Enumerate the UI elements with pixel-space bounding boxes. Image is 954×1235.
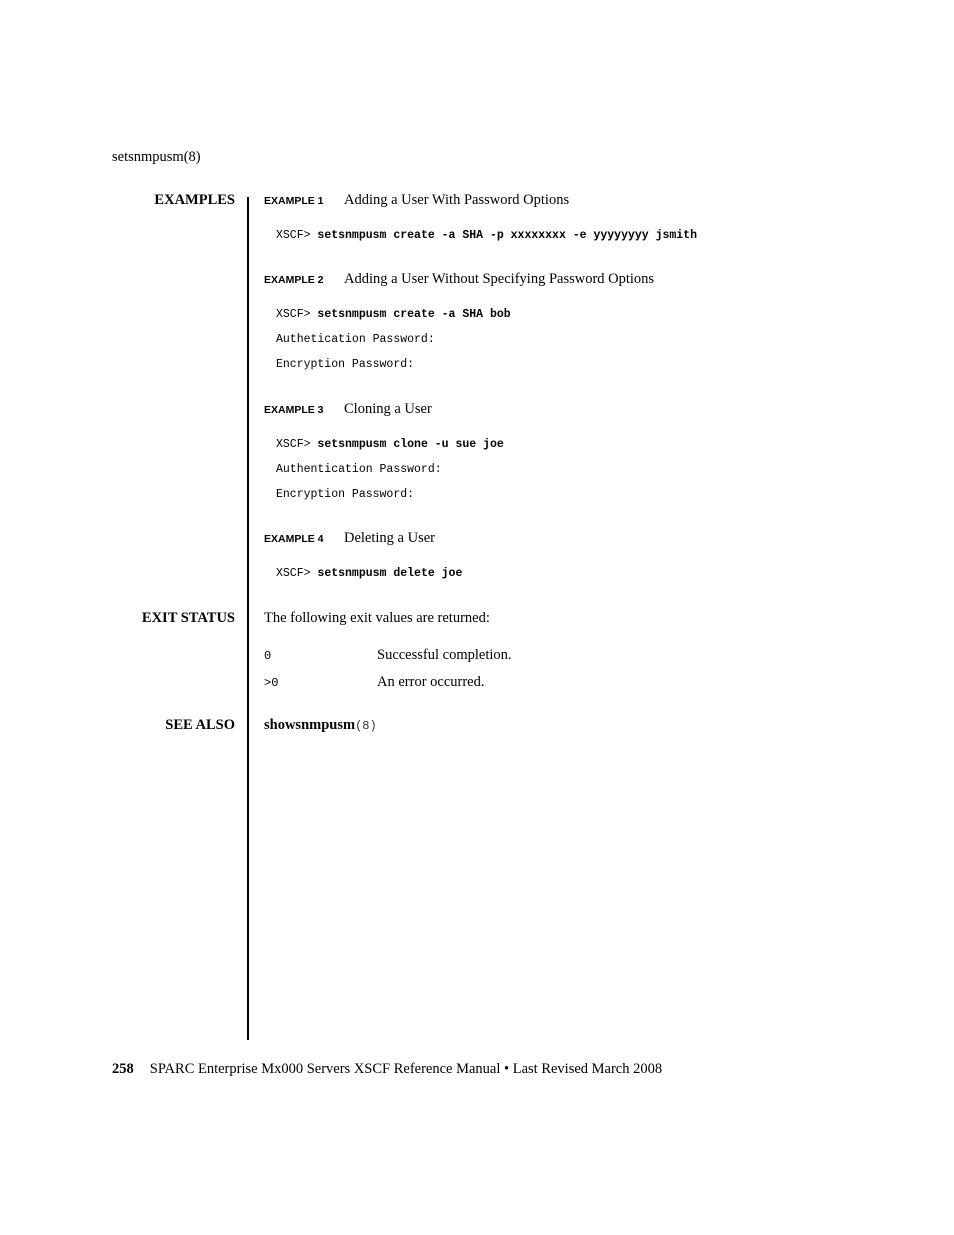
exit-code: >0 [264, 676, 279, 690]
prompt: XSCF> [276, 567, 311, 580]
example-number: EXAMPLE 2 [264, 274, 324, 286]
reference-section: (8) [355, 719, 377, 733]
code-output-line: Encryption Password: [276, 358, 415, 371]
running-head: setsnmpusm(8) [112, 149, 201, 165]
section-label-see-also: SEE ALSO [165, 717, 235, 733]
example-heading [264, 530, 435, 547]
code-output-line: Authentication Password: [276, 463, 442, 476]
margin-rule [247, 197, 249, 1040]
example-title: Cloning a User [344, 401, 432, 417]
code-line [276, 308, 511, 321]
example-title: Adding a User Without Specifying Password Options [344, 271, 655, 287]
exit-code: 0 [264, 649, 272, 663]
exit-status-intro: The following exit values are returned: [264, 610, 490, 626]
exit-description: An error occurred. [377, 674, 485, 690]
command: setsnmpusm clone -u sue joe [317, 438, 504, 451]
command: setsnmpusm create -a SHA bob [317, 308, 511, 321]
command: setsnmpusm create -a SHA -p xxxxxxxx -e yyyyyyyy jsmith [317, 229, 697, 242]
footer-text: SPARC Enterprise Mx000 Servers XSCF Reference Manual • Last Revised March 2008 [149, 1061, 663, 1077]
code-line [276, 567, 462, 580]
code-output-line: Encryption Password: [276, 488, 415, 501]
example-heading [264, 271, 654, 288]
example-number: EXAMPLE 4 [264, 533, 324, 545]
prompt: XSCF> [276, 308, 311, 321]
exit-description: Successful completion. [377, 647, 512, 663]
example-title: Deleting a User [344, 530, 435, 546]
see-also-reference[interactable] [264, 717, 377, 734]
reference-name: showsnmpusm [264, 717, 356, 733]
example-heading [264, 401, 432, 418]
page-footer [112, 1061, 662, 1078]
code-line [276, 438, 504, 451]
command: setsnmpusm delete joe [317, 567, 463, 580]
example-title: Adding a User With Password Options [344, 192, 570, 208]
prompt: XSCF> [276, 229, 311, 242]
section-label-examples: EXAMPLES [154, 192, 235, 208]
example-number: EXAMPLE 3 [264, 404, 324, 416]
page-number: 258 [112, 1061, 134, 1077]
example-heading [264, 192, 569, 209]
code-line [276, 229, 697, 242]
section-label-exit-status: EXIT STATUS [141, 610, 235, 626]
prompt: XSCF> [276, 438, 311, 451]
code-output-line: Authetication Password: [276, 333, 435, 346]
example-number: EXAMPLE 1 [264, 195, 324, 207]
